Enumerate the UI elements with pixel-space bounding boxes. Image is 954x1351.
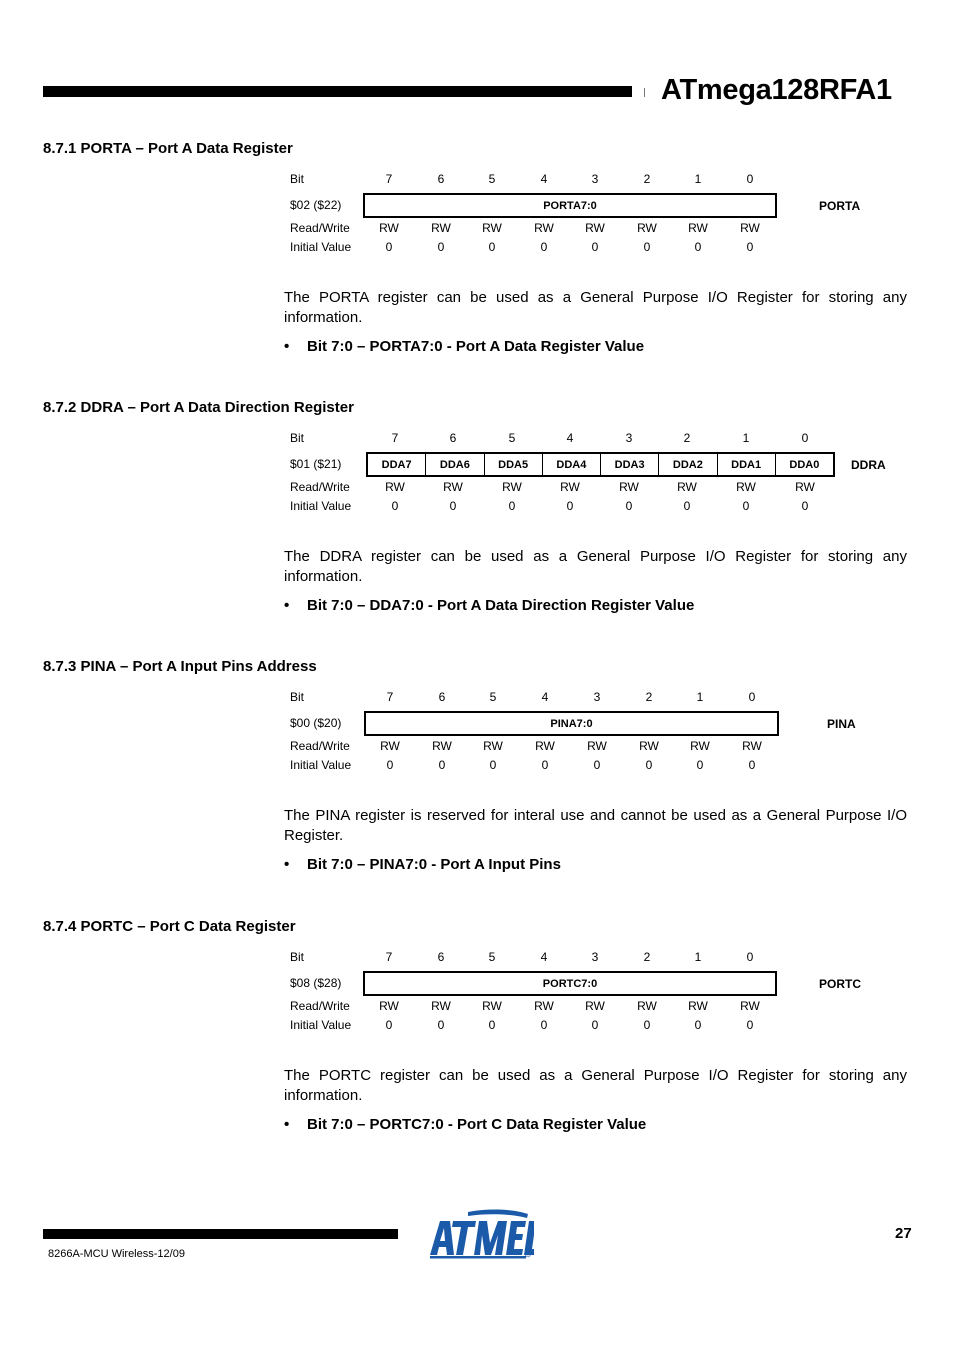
section-title: 8.7.4 PORTC – Port C Data Register	[43, 918, 296, 935]
read-write-label: Read/Write	[290, 480, 350, 494]
bit-label: Bit	[290, 431, 305, 445]
access-value: RW	[736, 480, 756, 494]
read-write-label: Read/Write	[290, 999, 350, 1013]
access-value: RW	[483, 739, 503, 753]
initial-value: 0	[591, 240, 599, 254]
initial-value: 0	[694, 240, 702, 254]
initial-value: 0	[742, 499, 750, 513]
access-value: RW	[380, 739, 400, 753]
register-bit-field-box	[364, 711, 779, 736]
bit-number: 5	[489, 690, 497, 704]
bit-number: 7	[385, 172, 393, 186]
access-value: RW	[637, 221, 657, 235]
bit-number: 7	[386, 690, 394, 704]
access-value: RW	[740, 999, 760, 1013]
register-address: $02 ($22)	[290, 198, 342, 212]
bit-number: 5	[488, 172, 496, 186]
register-address: $01 ($21)	[290, 457, 342, 471]
initial-value: 0	[643, 240, 651, 254]
initial-value: 0	[540, 240, 548, 254]
bit-number: 6	[437, 950, 445, 964]
bit-number: 3	[591, 950, 599, 964]
initial-value-label: Initial Value	[290, 240, 352, 254]
initial-value: 0	[801, 499, 809, 513]
bit-field: PORTC7:0	[542, 977, 598, 990]
register-bit-field-box	[363, 971, 777, 996]
register-name: PORTA	[819, 199, 861, 213]
bit-description-bullet	[284, 338, 644, 355]
initial-value: 0	[683, 499, 691, 513]
header-tick	[644, 88, 645, 97]
document-title: ATmega128RFA1	[661, 74, 892, 106]
bullet-marker: •	[284, 1116, 290, 1133]
register-bit-field-box	[366, 452, 835, 477]
bullet-marker: •	[284, 597, 290, 614]
bit-label: Bit	[290, 690, 305, 704]
bit-number: 5	[488, 950, 496, 964]
register-address: $00 ($20)	[290, 716, 342, 730]
initial-value: 0	[643, 1018, 651, 1032]
initial-value: 0	[488, 1018, 496, 1032]
access-value: RW	[431, 999, 451, 1013]
initial-value: 0	[746, 1018, 754, 1032]
bullet-text: Bit 7:0 – PORTA7:0 - Port A Data Register Value	[307, 338, 645, 355]
bit-number: 0	[746, 172, 754, 186]
bit-number: 0	[746, 950, 754, 964]
access-value: RW	[534, 999, 554, 1013]
bit-field-cell: DDA0	[789, 458, 820, 471]
bit-number: 1	[742, 431, 750, 445]
footer-doc-id: 8266A-MCU Wireless-12/09	[48, 1248, 185, 1260]
section-title: 8.7.3 PINA – Port A Input Pins Address	[43, 658, 317, 675]
bit-description-bullet	[284, 1116, 646, 1133]
bit-number: 7	[385, 950, 393, 964]
atmel-logo-icon	[428, 1209, 534, 1259]
access-value: RW	[535, 739, 555, 753]
initial-value: 0	[694, 1018, 702, 1032]
bit-number: 3	[625, 431, 633, 445]
bit-field: PORTA7:0	[543, 199, 597, 212]
bit-field-cell: DDA1	[718, 454, 776, 475]
initial-value: 0	[566, 499, 574, 513]
bullet-marker: •	[284, 338, 290, 355]
access-value: RW	[619, 480, 639, 494]
bit-number: 6	[437, 172, 445, 186]
access-value: RW	[585, 999, 605, 1013]
initial-value: 0	[593, 758, 601, 772]
bit-number: 0	[748, 690, 756, 704]
bit-number: 2	[643, 172, 651, 186]
svg-text:R: R	[526, 1252, 530, 1257]
section-title: 8.7.1 PORTA – Port A Data Register	[43, 140, 293, 157]
access-value: RW	[443, 480, 463, 494]
access-value: RW	[742, 739, 762, 753]
bit-field-cell: DDA2	[659, 454, 717, 475]
access-value: RW	[585, 221, 605, 235]
initial-value: 0	[386, 758, 394, 772]
bit-number: 6	[449, 431, 457, 445]
register-name: PORTC	[819, 977, 861, 991]
access-value: RW	[534, 221, 554, 235]
access-value: RW	[385, 480, 405, 494]
access-value: RW	[379, 221, 399, 235]
bit-field-cell: DDA4	[543, 454, 601, 475]
bullet-marker: •	[284, 856, 290, 873]
bit-field: PINA7:0	[550, 717, 593, 730]
access-value: RW	[379, 999, 399, 1013]
bit-number: 1	[694, 172, 702, 186]
access-value: RW	[560, 480, 580, 494]
access-value: RW	[795, 480, 815, 494]
bit-number: 4	[540, 172, 548, 186]
access-value: RW	[639, 739, 659, 753]
initial-value: 0	[438, 758, 446, 772]
bullet-text: Bit 7:0 – PINA7:0 - Port A Input Pins	[307, 856, 561, 873]
bit-number: 3	[593, 690, 601, 704]
access-value: RW	[587, 739, 607, 753]
bit-number: 3	[591, 172, 599, 186]
initial-value: 0	[540, 1018, 548, 1032]
bit-number: 4	[541, 690, 549, 704]
initial-value: 0	[645, 758, 653, 772]
bit-field-cell: DDA7	[368, 454, 426, 475]
access-value: RW	[740, 221, 760, 235]
initial-value: 0	[385, 1018, 393, 1032]
initial-value: 0	[748, 758, 756, 772]
initial-value-label: Initial Value	[290, 1018, 352, 1032]
read-write-label: Read/Write	[290, 221, 350, 235]
bit-number: 7	[391, 431, 399, 445]
access-value: RW	[677, 480, 697, 494]
access-value: RW	[502, 480, 522, 494]
description-paragraph: The PORTA register can be used as a General Purpose I/O Register for storing any information.	[284, 289, 907, 326]
bit-description-bullet	[284, 597, 694, 614]
bit-field-cell: DDA6	[426, 454, 484, 475]
bit-label: Bit	[290, 172, 305, 186]
access-value: RW	[637, 999, 657, 1013]
initial-value-label: Initial Value	[290, 499, 352, 513]
register-name: PINA	[827, 717, 856, 731]
register-address: $08 ($28)	[290, 976, 342, 990]
initial-value: 0	[591, 1018, 599, 1032]
initial-value: 0	[541, 758, 549, 772]
bit-label: Bit	[290, 950, 305, 964]
page-number: 27	[895, 1225, 912, 1242]
bit-number: 4	[566, 431, 574, 445]
bit-field-cell: DDA5	[485, 454, 543, 475]
description-paragraph: The PORTC register can be used as a General Purpose I/O Register for storing any information.	[284, 1067, 907, 1104]
bit-number: 0	[801, 431, 809, 445]
bit-number: 2	[683, 431, 691, 445]
initial-value: 0	[385, 240, 393, 254]
initial-value: 0	[488, 240, 496, 254]
initial-value: 0	[625, 499, 633, 513]
initial-value: 0	[489, 758, 497, 772]
access-value: RW	[690, 739, 710, 753]
bit-number: 1	[696, 690, 704, 704]
access-value: RW	[482, 999, 502, 1013]
initial-value: 0	[437, 240, 445, 254]
bit-number: 1	[694, 950, 702, 964]
footer-rule	[43, 1229, 398, 1239]
description-paragraph: The DDRA register can be used as a General Purpose I/O Register for storing any information.	[284, 548, 907, 585]
access-value: RW	[688, 221, 708, 235]
register-bit-field-box	[363, 193, 777, 218]
bit-field-cell: DDA3	[601, 454, 659, 475]
initial-value: 0	[746, 240, 754, 254]
bullet-text: Bit 7:0 – PORTC7:0 - Port C Data Register Value	[307, 1116, 647, 1133]
bullet-text: Bit 7:0 – DDA7:0 - Port A Data Direction Register Value	[307, 597, 695, 614]
bit-number: 2	[645, 690, 653, 704]
bit-number: 2	[643, 950, 651, 964]
initial-value: 0	[391, 499, 399, 513]
access-value: RW	[688, 999, 708, 1013]
register-name: DDRA	[851, 458, 886, 472]
bit-number: 4	[540, 950, 548, 964]
description-paragraph: The PINA register is reserved for interal use and cannot be used as a General Purpose I/O Register.	[284, 807, 907, 844]
initial-value: 0	[508, 499, 516, 513]
initial-value: 0	[449, 499, 457, 513]
initial-value-label: Initial Value	[290, 758, 352, 772]
bit-number: 5	[508, 431, 516, 445]
read-write-label: Read/Write	[290, 739, 350, 753]
access-value: RW	[432, 739, 452, 753]
access-value: RW	[431, 221, 451, 235]
bit-number: 6	[438, 690, 446, 704]
initial-value: 0	[696, 758, 704, 772]
initial-value: 0	[437, 1018, 445, 1032]
access-value: RW	[482, 221, 502, 235]
header-rule	[43, 86, 632, 97]
section-title: 8.7.2 DDRA – Port A Data Direction Register	[43, 399, 354, 416]
bit-description-bullet	[284, 856, 561, 873]
